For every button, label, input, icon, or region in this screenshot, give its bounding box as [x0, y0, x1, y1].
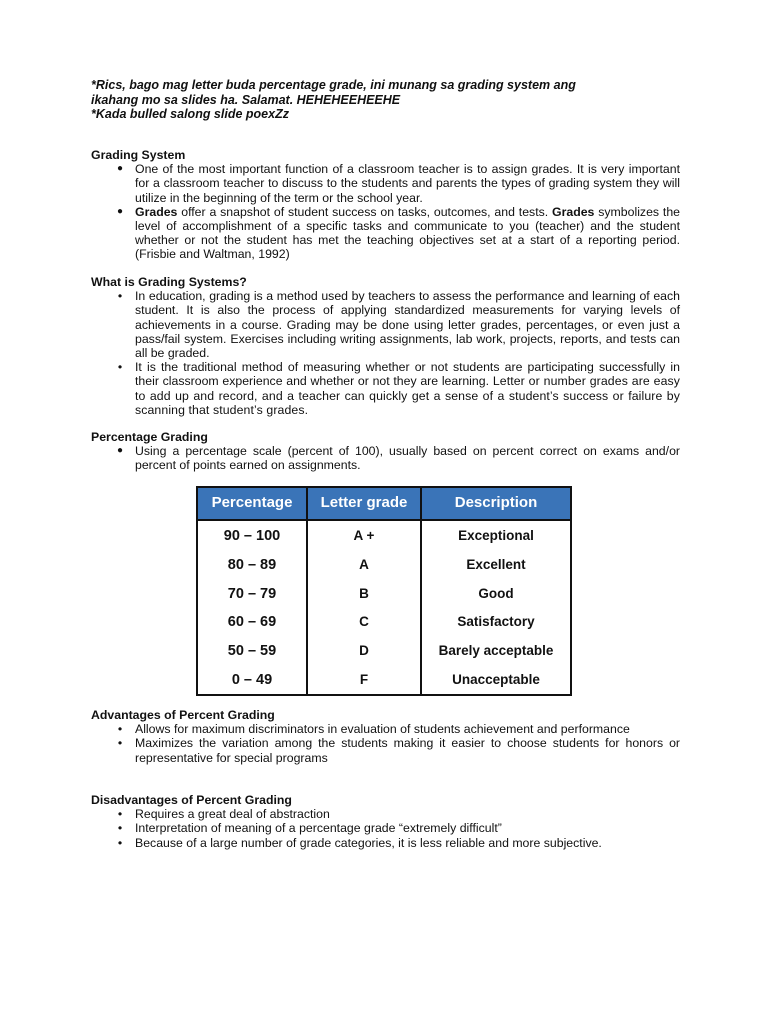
- list-item: [91, 162, 680, 205]
- list-item: [91, 360, 680, 417]
- section-percentage-grading: [91, 430, 680, 473]
- list-item: [91, 807, 680, 821]
- table-cell: 60 – 69: [198, 608, 307, 637]
- list-item: [91, 821, 680, 835]
- list-item-text: Because of a large number of grade categories, it is less reliable and more subjective.: [135, 835, 602, 850]
- bullet-icon: •: [117, 821, 123, 836]
- table-cell: Satisfactory: [457, 614, 535, 630]
- table-cell: Unacceptable: [452, 671, 540, 687]
- author-note: [91, 78, 691, 122]
- list-item: [91, 736, 680, 764]
- table-row: [198, 520, 570, 551]
- table-cell: 80 – 89: [198, 551, 307, 580]
- list-item-text: One of the most important function of a classroom teacher is to assign grades. It is very important for a classroom teacher to discuss to the students and parents the types of grading system they will utilize in the beginning of the term or the school year.: [135, 162, 680, 205]
- bullet-icon: ●: [116, 445, 124, 457]
- bullet-icon: •: [117, 835, 123, 850]
- percentage-grading-list: [91, 444, 680, 472]
- bold-term-grades: Grades: [552, 204, 595, 219]
- table-row: [198, 579, 570, 608]
- disadvantages-list: [91, 807, 680, 850]
- bullet-icon: •: [117, 807, 123, 822]
- table-cell: 90 – 100: [198, 520, 307, 551]
- table-row: [198, 665, 570, 694]
- table-header-row: [198, 488, 570, 520]
- grade-table: [196, 486, 572, 696]
- table-cell: Good: [478, 585, 514, 601]
- table-cell: A: [307, 551, 421, 580]
- table-cell: 50 – 59: [198, 637, 307, 666]
- grading-system-list: [91, 162, 680, 261]
- list-item: [91, 836, 680, 850]
- section-what-is: [91, 275, 680, 417]
- column-header-letter-grade: Letter grade: [307, 488, 421, 520]
- section-grading-system: [91, 148, 680, 262]
- what-is-list: [91, 289, 680, 417]
- list-item-text: It is the traditional method of measuring whether or not students are participating successfully in their classroom experience and whether or not they are learning.: [135, 360, 680, 389]
- section-advantages: [91, 708, 680, 765]
- heading-disadvantages: Disadvantages of Percent Grading: [91, 793, 292, 807]
- table-cell: D: [307, 637, 421, 666]
- heading-what-is: What is Grading Systems?: [91, 275, 247, 289]
- bullet-icon: ●: [116, 205, 124, 217]
- advantages-list: [91, 722, 680, 765]
- table-cell: Excellent: [466, 556, 526, 572]
- bold-term-grades: Grades: [135, 204, 178, 219]
- grade-table-grid: [198, 488, 570, 694]
- table-cell: C: [307, 608, 421, 637]
- table-cell: 70 – 79: [198, 579, 307, 608]
- table-cell: A +: [307, 520, 421, 551]
- table-cell: Exceptional: [458, 527, 534, 543]
- bullet-icon: •: [117, 289, 123, 304]
- heading-percentage-grading: Percentage Grading: [91, 430, 208, 444]
- column-header-description: Description: [421, 488, 570, 520]
- table-row: [198, 637, 570, 666]
- table-row: [198, 608, 570, 637]
- note-line-1: *Rics, bago mag letter buda percentage grade, ini munang sa grading system ang: [91, 78, 576, 92]
- list-item-text: Using a percentage scale (percent of 100), usually based on percent correct on exams and/or percent of points earned on assignments.: [135, 444, 680, 473]
- bullet-icon: •: [117, 722, 123, 737]
- list-item: [91, 289, 680, 360]
- table-cell: B: [307, 579, 421, 608]
- table-cell: Barely acceptable: [438, 642, 554, 658]
- column-header-percentage: Percentage: [198, 488, 307, 520]
- list-item-text: symbolizes the level of accomplishment of a specific tasks and communicate to you (teacher) and the student whether or not the student has met the teaching objectives set at a start of a reporting period. (Frisbie and Waltman, 1992): [135, 204, 680, 262]
- table-cell: 0 – 49: [198, 665, 307, 694]
- list-item: [91, 722, 680, 736]
- table-row: [198, 551, 570, 580]
- note-line-3: *Kada bulled salong slide poexZz: [91, 107, 289, 121]
- list-item-text: offer a snapshot of student success on tasks, outcomes, and tests.: [177, 204, 553, 219]
- list-item-text: Allows for maximum discriminators in evaluation of students achievement and performance: [135, 722, 630, 737]
- list-item-text: Interpretation of meaning of a percentage grade “extremely difficult”: [135, 821, 502, 836]
- bullet-icon: •: [117, 360, 123, 375]
- note-line-2: ikahang mo sa slides ha. Salamat. HEHEHEEHEEHE: [91, 92, 401, 107]
- list-item: [91, 444, 680, 472]
- list-item-text: Letter or number grades are easy to add up and record, and a teacher can quickly get a sense of a student’s success or failure by scanning that student’s grades.: [135, 374, 681, 417]
- list-item: [91, 205, 680, 262]
- list-item-text: In education, grading is a method used by teachers to assess the performance and learning of each student. It is also the process of applying standardized measurements for varying levels of achievements in a course. Grading may be done using letter grades, percentages, or even just a pass/fail system. Exercises including writing assignments, lab work, projects, reports, and tests can all be graded.: [135, 289, 680, 361]
- heading-grading-system: Grading System: [91, 148, 186, 162]
- bullet-icon: ●: [116, 163, 124, 175]
- heading-advantages: Advantages of Percent Grading: [91, 708, 275, 722]
- list-item-text: Requires a great deal of abstraction: [135, 807, 330, 822]
- table-cell: F: [307, 665, 421, 694]
- list-item-text: Maximizes the variation among the students making it easier to choose students for honors or representative for special programs: [135, 736, 680, 765]
- section-disadvantages: [91, 793, 680, 850]
- bullet-icon: •: [117, 736, 123, 751]
